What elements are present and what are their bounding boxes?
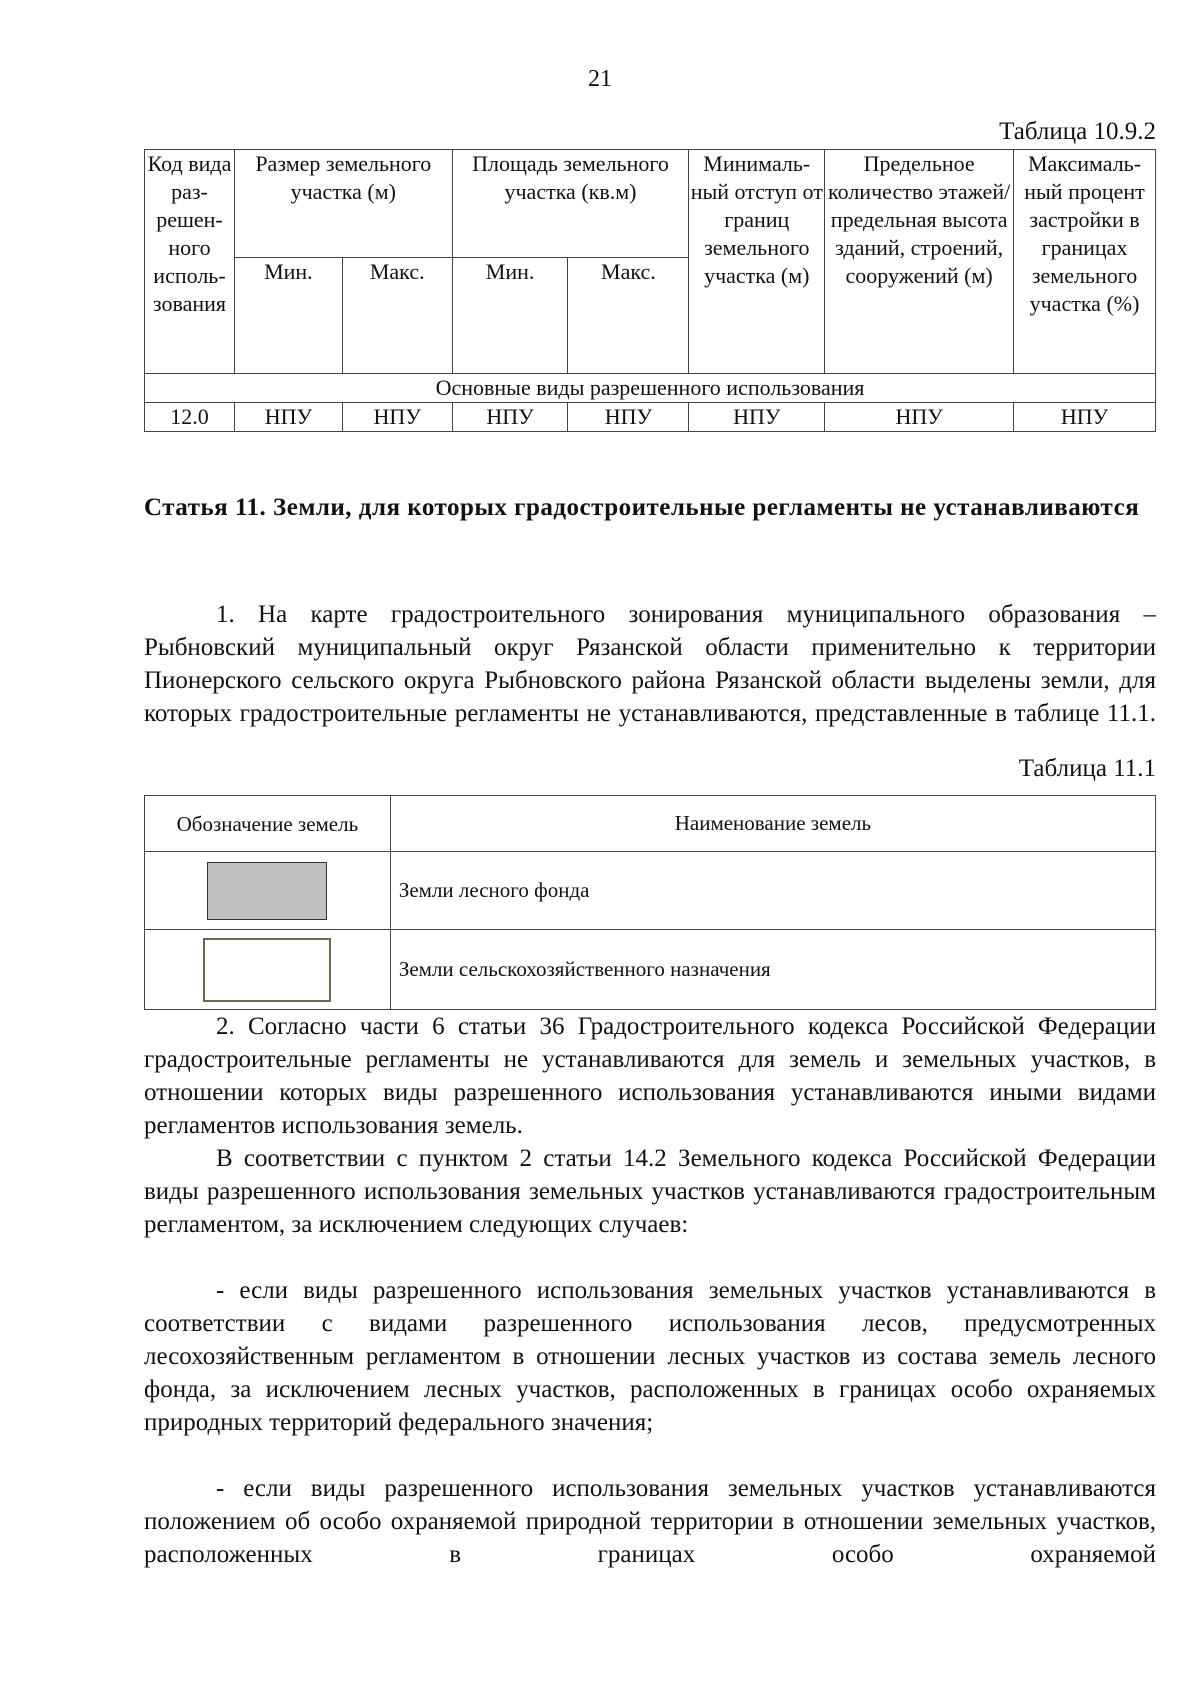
list-item-1: - если виды разрешенного использования земельных участков устанавливаются в соответствии с видами разрешенного использования лесов, предусмотренных лесохозяйственным регламентом в отношении лесных участков из состава земель лесного фонда, за исключением лесных участков, расположенных в границах особо охраняемых природных территорий федерального значения; xyxy=(144,1277,1156,1436)
table-cell: НПУ xyxy=(342,403,452,432)
table-cell: НПУ xyxy=(234,403,342,432)
legend-name: Земли сельскохозяйственного назначения xyxy=(390,930,1155,1010)
header-size: Размер земельного участка (м) xyxy=(234,150,452,258)
lands-legend-table xyxy=(144,795,1156,1010)
header-setback: Минималь- ный отступ от границ земельного участка (м) xyxy=(689,150,825,374)
header-name: Наименование земель xyxy=(390,796,1155,852)
paragraph-1: 1. На карте градостроительного зонирования муниципального образования – Рыбновский муниципальный округ Рязанской области применительно к территории Пионерского сельского округа Рыбновского района Рязанской области выделены земли, для которых градостроительные регламенты не устанавливаются, представленные в таблице 11.1. xyxy=(144,601,1156,727)
table-cell: НПУ xyxy=(1014,403,1156,432)
paragraph-3: В соответствии с пунктом 2 статьи 14.2 Земельного кодекса Российской Федерации виды разрешенного использования земельных участков устанавливаются градостроительным регламентом, за исключением следующих случаев: xyxy=(144,1145,1156,1238)
section-label: Основные виды разрешенного использования xyxy=(145,374,1156,403)
header-floors: Предельное количество этажей/ предельная высота зданий, строений, сооружений (м) xyxy=(825,150,1014,374)
table-cell: НПУ xyxy=(568,403,689,432)
table-cell: НПУ xyxy=(689,403,825,432)
header-size-min: Мин. xyxy=(234,258,342,374)
table-cell: НПУ xyxy=(452,403,568,432)
list-item-2: - если виды разрешенного использования земельных участков устанавливаются положением об особо охраняемой природной территории в отношении земельных участков, расположенных в границах особо охраняемой xyxy=(144,1475,1156,1568)
legend-cell xyxy=(145,852,391,930)
header-percent: Максималь- ный процент застройки в границах земельного участка (%) xyxy=(1014,150,1156,374)
header-code: Код вида раз- решен- ного исполь- зования xyxy=(145,150,235,374)
zoning-parameters-table xyxy=(144,149,1156,432)
forest-land-symbol xyxy=(207,862,327,920)
article-heading: Статья 11. Земли, для которых градостроительные регламенты не устанавливаются xyxy=(144,494,1140,521)
paragraph-2: 2. Согласно части 6 статьи 36 Градостроительного кодекса Российской Федерации градостроительные регламенты не устанавливаются для земель и земельных участков, в отношении которых виды разрешенного использования устанавливаются иными видами регламентов использования земель. xyxy=(144,1013,1156,1139)
legend-cell xyxy=(145,930,391,1010)
table-cell: 12.0 xyxy=(145,403,235,432)
table-caption-11-1: Таблица 11.1 xyxy=(1018,755,1156,782)
header-size-max: Макс. xyxy=(342,258,452,374)
table-cell: НПУ xyxy=(825,403,1014,432)
legend-name: Земли лесного фонда xyxy=(390,852,1155,930)
page-number: 21 xyxy=(588,66,612,92)
header-symbol: Обозначение земель xyxy=(145,796,391,852)
header-area: Площадь земельного участка (кв.м) xyxy=(452,150,689,258)
agricultural-land-symbol xyxy=(203,938,331,1002)
header-area-max: Макс. xyxy=(568,258,689,374)
header-area-min: Мин. xyxy=(452,258,568,374)
table-caption-10-9-2: Таблица 10.9.2 xyxy=(999,118,1156,145)
